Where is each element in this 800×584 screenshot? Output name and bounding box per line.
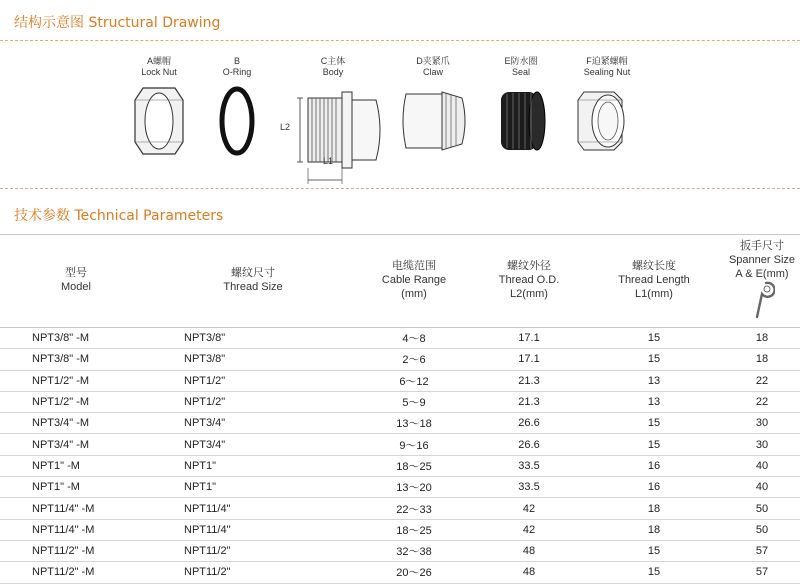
cell-spanner-size: 40 [724,477,800,498]
cell-thread-size: NPT3/8" [152,328,354,349]
cell-model: NPT1/2" -M [0,391,152,412]
table-row [0,434,800,455]
part-name: O-Ring [222,67,252,77]
cell-spanner-size: 18 [724,328,800,349]
technical-parameters-title: 技术参数 Technical Parameters [14,208,224,224]
cell-cable-range: 4～8 [354,328,474,349]
cell-spanner-size: 30 [724,413,800,434]
cell-cable-range: 18～25 [354,519,474,540]
claw-drawing [398,84,468,158]
cell-spanner-size: 22 [724,391,800,412]
cell-thread-size: NPT3/4" [152,413,354,434]
part-code: E防水圈 [504,56,538,66]
cell-thread-size: NPT1/2" [152,370,354,391]
cell-model: NPT11/4" -M [0,519,152,540]
cell-spanner-size: 18 [724,349,800,370]
cell-thread-od: 17.1 [474,328,584,349]
cell-thread-od: 21.3 [474,370,584,391]
part-sealing-nut [562,56,652,158]
cell-cable-range: 5～9 [354,391,474,412]
cell-thread-length: 15 [584,413,724,434]
table-row [0,498,800,519]
cell-thread-od: 26.6 [474,413,584,434]
table-row [0,370,800,391]
cell-spanner-size: 50 [724,519,800,540]
dimension-l1-label: L1 [323,156,334,166]
cell-model: NPT11/4" -M [0,498,152,519]
dimension-l2-label: L2 [280,122,291,132]
cell-thread-od: 48 [474,540,584,561]
cell-thread-length: 15 [584,540,724,561]
cell-spanner-size: 57 [724,562,800,583]
cell-thread-od: 21.3 [474,391,584,412]
part-o-ring [192,56,282,158]
divider [0,40,800,41]
part-name: Body [322,67,344,77]
part-code: C主体 [320,56,346,66]
cell-thread-length: 16 [584,455,724,476]
cell-thread-length: 15 [584,562,724,583]
part-code: D夹紧爪 [416,56,450,66]
cell-thread-length: 18 [584,498,724,519]
part-name: Sealing Nut [583,67,631,77]
cell-thread-size: NPT3/4" [152,434,354,455]
header-thread-length: 螺纹长度 Thread Length L1(mm) [584,235,724,328]
cell-thread-size: NPT3/8" [152,349,354,370]
header-thread-od: 螺纹外径 Thread O.D. L2(mm) [474,235,584,328]
cell-model: NPT3/8" -M [0,328,152,349]
table-header-row [0,235,800,328]
cell-thread-od: 42 [474,519,584,540]
cell-model: NPT1" -M [0,477,152,498]
wrench-icon [753,281,775,321]
parameters-table [0,234,800,584]
cell-spanner-size: 22 [724,370,800,391]
part-lock-nut [114,56,204,158]
cell-cable-range: 22～33 [354,498,474,519]
cell-thread-size: NPT11/4" [152,498,354,519]
cell-model: NPT1/2" -M [0,370,152,391]
cell-thread-size: NPT11/4" [152,519,354,540]
lock-nut-drawing [131,84,187,158]
cell-spanner-size: 57 [724,540,800,561]
cell-thread-length: 15 [584,328,724,349]
cell-spanner-size: 30 [724,434,800,455]
table-row [0,349,800,370]
cell-thread-od: 33.5 [474,455,584,476]
cell-thread-od: 48 [474,562,584,583]
part-body [280,56,378,188]
sealing-nut-drawing [574,84,640,158]
cell-thread-size: NPT1/2" [152,391,354,412]
cell-thread-length: 16 [584,477,724,498]
cell-cable-range: 2～6 [354,349,474,370]
cell-thread-od: 33.5 [474,477,584,498]
structural-drawing-title: 结构示意图 Structural Drawing [14,15,221,31]
header-thread-size: 螺纹尺寸 Thread Size [152,235,354,328]
table-row [0,413,800,434]
cell-thread-size: NPT11/2" [152,540,354,561]
header-model: 型号 Model [0,235,152,328]
cell-model: NPT1" -M [0,455,152,476]
o-ring-drawing [217,84,257,158]
cell-model: NPT11/2" -M [0,562,152,583]
cell-thread-size: NPT1" [152,455,354,476]
table-row [0,477,800,498]
seal-drawing [493,84,549,158]
part-name: Claw [422,67,443,77]
cell-cable-range: 13～18 [354,413,474,434]
cell-thread-length: 13 [584,391,724,412]
cell-thread-size: NPT1" [152,477,354,498]
cell-cable-range: 18～25 [354,455,474,476]
cell-model: NPT3/8" -M [0,349,152,370]
cell-spanner-size: 50 [724,498,800,519]
cell-thread-od: 26.6 [474,434,584,455]
cell-cable-range: 13～20 [354,477,474,498]
cell-thread-size: NPT11/2" [152,562,354,583]
body-drawing [288,84,388,188]
cell-model: NPT3/4" -M [0,413,152,434]
cell-thread-length: 15 [584,349,724,370]
table-row [0,540,800,561]
part-claw [388,56,478,158]
part-code: F迫紧螺帽 [586,56,628,66]
cell-cable-range: 6～12 [354,370,474,391]
part-code: A螺帽 [146,56,171,66]
table-row [0,562,800,583]
header-spanner-size: 扳手尺寸 Spanner Size A & E(mm) [724,235,800,328]
divider [0,188,800,189]
cell-thread-od: 42 [474,498,584,519]
table-row [0,519,800,540]
part-name: Lock Nut [141,67,177,77]
cell-thread-length: 13 [584,370,724,391]
cell-model: NPT3/4" -M [0,434,152,455]
cell-model: NPT11/2" -M [0,540,152,561]
part-seal [476,56,566,158]
cell-cable-range: 32～38 [354,540,474,561]
cell-cable-range: 9～16 [354,434,474,455]
table-row [0,328,800,349]
table-row [0,391,800,412]
cell-thread-length: 15 [584,434,724,455]
header-cable-range: 电缆范围 Cable Range (mm) [354,235,474,328]
cell-cable-range: 20～26 [354,562,474,583]
cell-spanner-size: 40 [724,455,800,476]
cell-thread-od: 17.1 [474,349,584,370]
part-code: B [233,56,240,66]
part-name: Seal [511,67,530,77]
cell-thread-length: 18 [584,519,724,540]
table-row [0,455,800,476]
